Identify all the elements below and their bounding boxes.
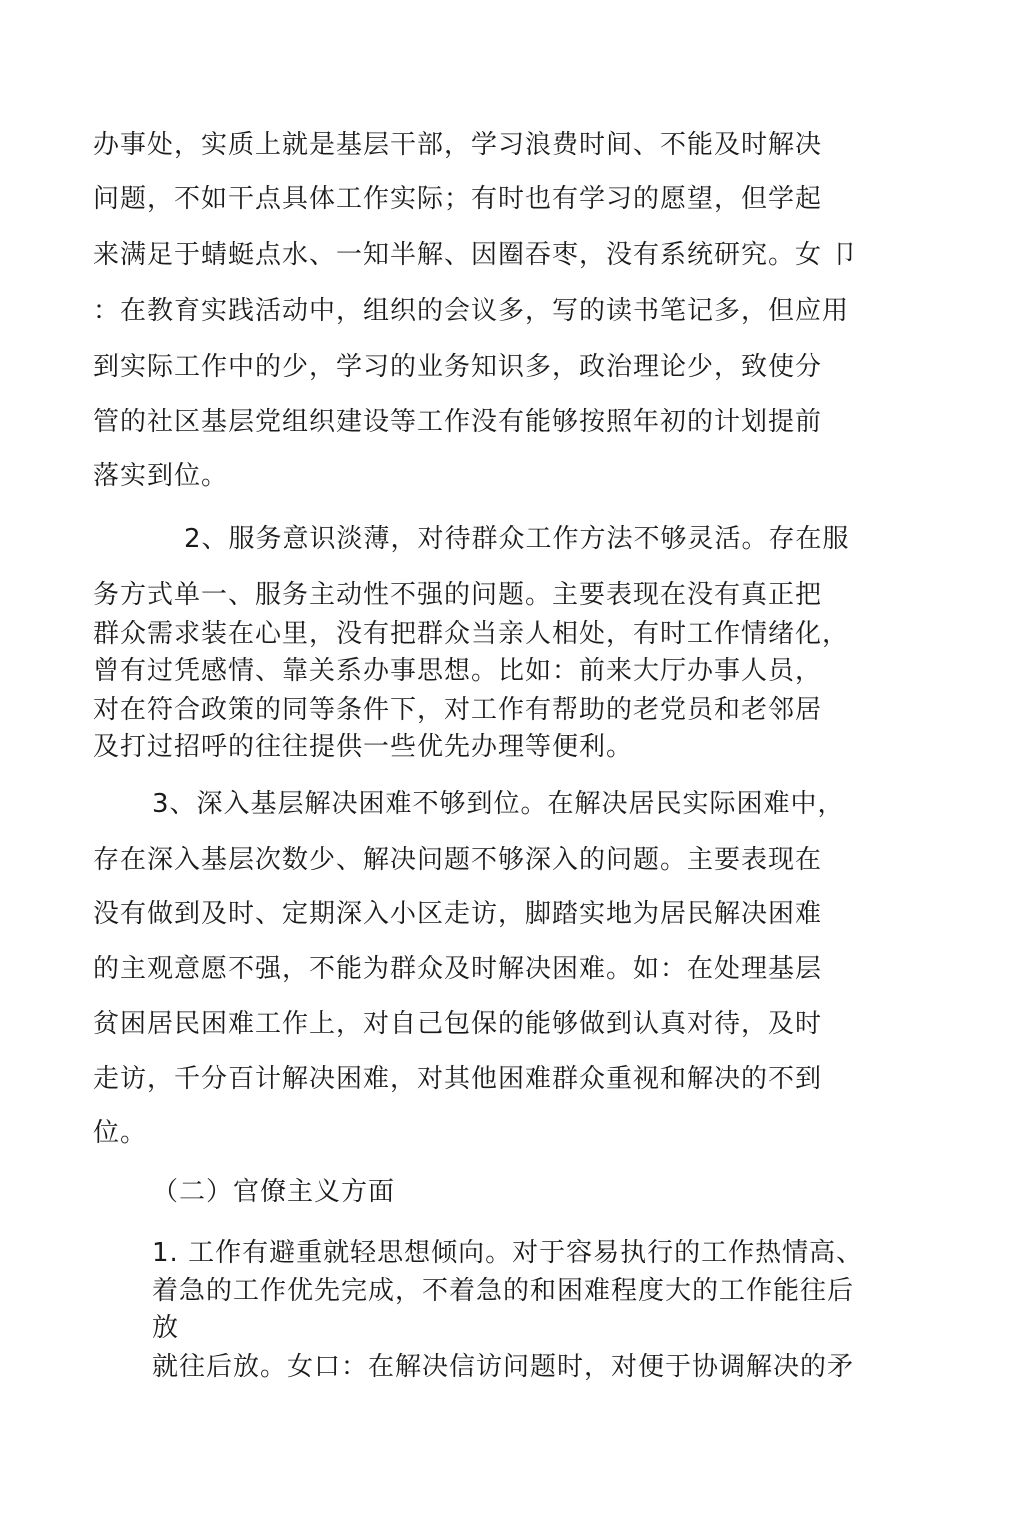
text-line: 曾有过凭感情、靠关系办事思想。比如：前来大厅办事人员，: [93, 656, 823, 686]
text-line: 管的社区基层党组织建设等工作没有能够按照年初的计划提前: [93, 407, 823, 437]
text-line: 放: [152, 1313, 180, 1343]
text-line: ：在教育实践活动中，组织的会议多，写的读书笔记多，但应用: [93, 296, 850, 326]
text-line: 3、深入基层解决困难不够到位。在解决居民实际困难中，: [152, 789, 845, 819]
text-line: 问题，不如干点具体工作实际；有时也有学习的愿望，但学起: [93, 184, 823, 214]
text-line: 走访，千分百计解决困难，对其他困难群众重视和解决的不到: [93, 1064, 823, 1094]
text-line: 落实到位。: [93, 461, 229, 491]
text-line: 着急的工作优先完成，不着急的和困难程度大的工作能往后: [152, 1276, 855, 1306]
text-line: 就往后放。女口：在解决信访问题时，对便于协调解决的矛: [152, 1352, 855, 1382]
text-line: 位。: [93, 1118, 148, 1148]
text-line: 到实际工作中的少，学习的业务知识多，政治理论少，致使分: [93, 352, 823, 382]
text-line: 1. 工作有避重就轻思想倾向。对于容易执行的工作热情高、: [152, 1238, 864, 1268]
text-line: 务方式单一、服务主动性不强的问题。主要表现在没有真正把: [93, 580, 823, 610]
text-line: 来满足于蜻蜓点水、一知半解、因圈吞枣，没有系统研究。女 卩: [93, 240, 859, 270]
text-line: 2、服务意识淡薄，对待群众工作方法不够灵活。存在服: [184, 524, 850, 554]
text-line: 的主观意愿不强，不能为群众及时解决困难。如：在处理基层: [93, 954, 823, 984]
text-line: 及打过招呼的往往提供一些优先办理等便利。: [93, 732, 634, 762]
text-line: 办事处，实质上就是基层干部，学习浪费时间、不能及时解决: [93, 130, 823, 160]
section-heading: （二）官僚主义方面: [152, 1177, 396, 1207]
text-line: 没有做到及时、定期深入小区走访，脚踏实地为居民解决困难: [93, 899, 823, 929]
text-line: 群众需求装在心里，没有把群众当亲人相处，有时工作情绪化，: [93, 619, 850, 649]
text-line: 存在深入基层次数少、解决问题不够深入的问题。主要表现在: [93, 845, 823, 875]
text-line: 对在符合政策的同等条件下，对工作有帮助的老党员和老邻居: [93, 695, 823, 725]
text-line: 贫困居民困难工作上，对自己包保的能够做到认真对待，及时: [93, 1009, 823, 1039]
